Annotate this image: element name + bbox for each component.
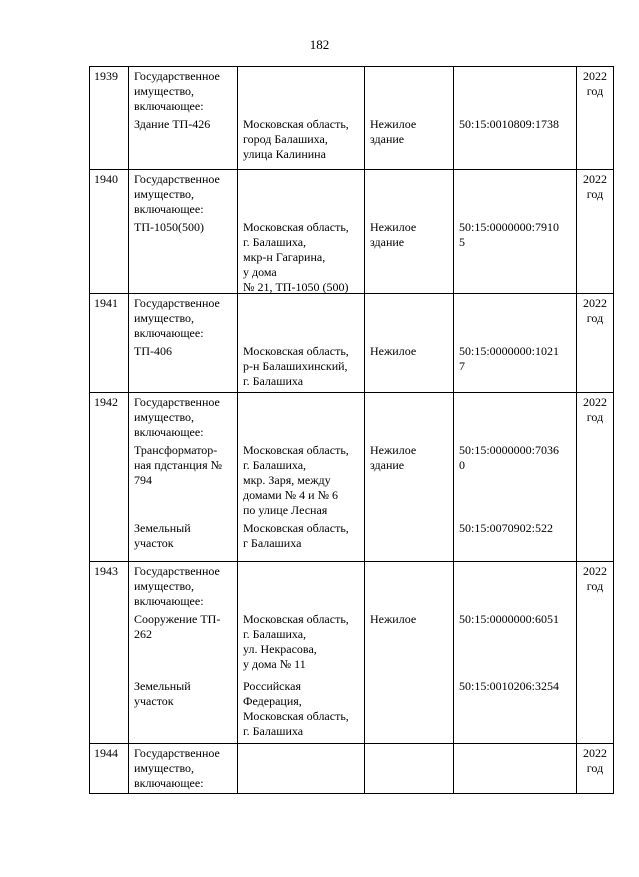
object-address: Российская Федерация, Московская область, г. Балашиха [243,679,349,738]
cell-cad [454,393,577,562]
cell-type [365,744,454,794]
cell-cad [454,744,577,794]
property-table [89,66,614,794]
header-spacer [238,294,364,342]
cadastral-number: 50:15:0010809:1738 [459,117,560,131]
year-value: 2022 год [583,564,607,593]
cadastral-number: 50:15:0070902:522 [459,521,554,535]
object-group-header: Государственное имущество, включающее: [134,172,220,216]
row-number: 1941 [94,296,118,310]
header-spacer [365,562,453,610]
header-spacer [238,67,364,115]
cell-addr [238,562,365,744]
object-type [365,677,453,743]
cell-cad [454,170,577,294]
cell-type [365,562,454,744]
cell-name [129,393,238,562]
cell-name [129,67,238,170]
object-name: Сооружение ТП- 262 [134,612,221,641]
cell-addr [238,67,365,170]
object-type: Нежилое [370,612,417,626]
cell-cad [454,562,577,744]
cell-name [129,294,238,393]
cell-year [577,744,614,794]
header-spacer [454,393,576,441]
header-spacer [454,67,576,115]
object-address: Московская область, р-н Балашихинский, г. Балашиха [243,344,349,388]
header-spacer [454,744,576,792]
header-spacer [454,562,576,610]
object-type: Нежилое [370,344,417,358]
row-number: 1939 [94,69,118,83]
object-address: Московская область, г. Балашиха, ул. Некрасова, у дома № 11 [243,612,349,671]
table-row [90,393,614,562]
object-group-header: Государственное имущество, включающее: [134,564,220,608]
header-spacer [454,294,576,342]
header-spacer [365,393,453,441]
table-row [90,294,614,393]
cell-num [90,294,129,393]
cell-num [90,393,129,562]
header-spacer [238,393,364,441]
cell-year [577,294,614,393]
object-group-header: Государственное имущество, включающее: [134,69,220,113]
object-name: Земельный участок [134,679,191,708]
cell-addr [238,294,365,393]
header-spacer [454,170,576,218]
cell-type [365,67,454,170]
cell-num [90,67,129,170]
year-value: 2022 год [583,296,607,325]
header-spacer [238,562,364,610]
cell-name [129,744,238,794]
object-name: ТП-406 [134,344,172,358]
table-row [90,67,614,170]
cell-name [129,170,238,294]
cadastral-number: 50:15:0000000:7036 0 [459,443,560,472]
header-spacer [238,170,364,218]
cell-year [577,67,614,170]
cell-name [129,562,238,744]
cadastral-number: 50:15:0010206:3254 [459,679,560,693]
object-name: Здание ТП-426 [134,117,211,131]
cell-year [577,562,614,744]
object-type [365,519,453,561]
header-spacer [365,67,453,115]
page-number: 182 [309,37,330,52]
row-number: 1943 [94,564,118,578]
object-name: Земельный участок [134,521,191,550]
object-address: Московская область, г Балашиха [243,521,349,550]
object-group-header: Государственное имущество, включающее: [134,746,220,790]
year-value: 2022 год [583,746,607,775]
object-type: Нежилое здание [370,443,417,472]
cell-addr [238,170,365,294]
year-value: 2022 год [583,395,607,424]
cell-num [90,170,129,294]
table-row [90,170,614,294]
header-spacer [365,294,453,342]
cell-cad [454,294,577,393]
row-number: 1944 [94,746,118,760]
cell-year [577,170,614,294]
year-value: 2022 год [583,172,607,201]
year-value: 2022 год [583,69,607,98]
cadastral-number: 50:15:0000000:7910 5 [459,220,560,249]
header-spacer [365,170,453,218]
object-group-header: Государственное имущество, включающее: [134,395,220,439]
object-name: Трансформатор- ная пдстанция № 794 [134,443,223,487]
cell-type [365,294,454,393]
cell-year [577,393,614,562]
cell-addr [238,744,365,794]
cell-type [365,170,454,294]
object-group-header: Государственное имущество, включающее: [134,296,220,340]
cadastral-number: 50:15:0000000:6051 [459,612,560,626]
row-number: 1942 [94,395,118,409]
table-row [90,744,614,794]
cell-num [90,744,129,794]
object-address: Московская область, г. Балашиха, мкр. Заря, между домами № 4 и № 6 по улице Лесная [243,443,349,517]
row-number: 1940 [94,172,118,186]
cell-type [365,393,454,562]
header-spacer [238,744,364,792]
object-address: Московская область, г. Балашиха, мкр-н Гагарина, у дома № 21, ТП-1050 (500) [243,220,349,294]
object-type: Нежилое здание [370,220,417,249]
cell-cad [454,67,577,170]
object-address: Московская область, город Балашиха, улица Калинина [243,117,349,161]
header-spacer [365,744,453,792]
object-type: Нежилое здание [370,117,417,146]
object-name: ТП-1050(500) [134,220,204,234]
cell-addr [238,393,365,562]
cadastral-number: 50:15:0000000:1021 7 [459,344,560,373]
table-row [90,562,614,744]
cell-num [90,562,129,744]
